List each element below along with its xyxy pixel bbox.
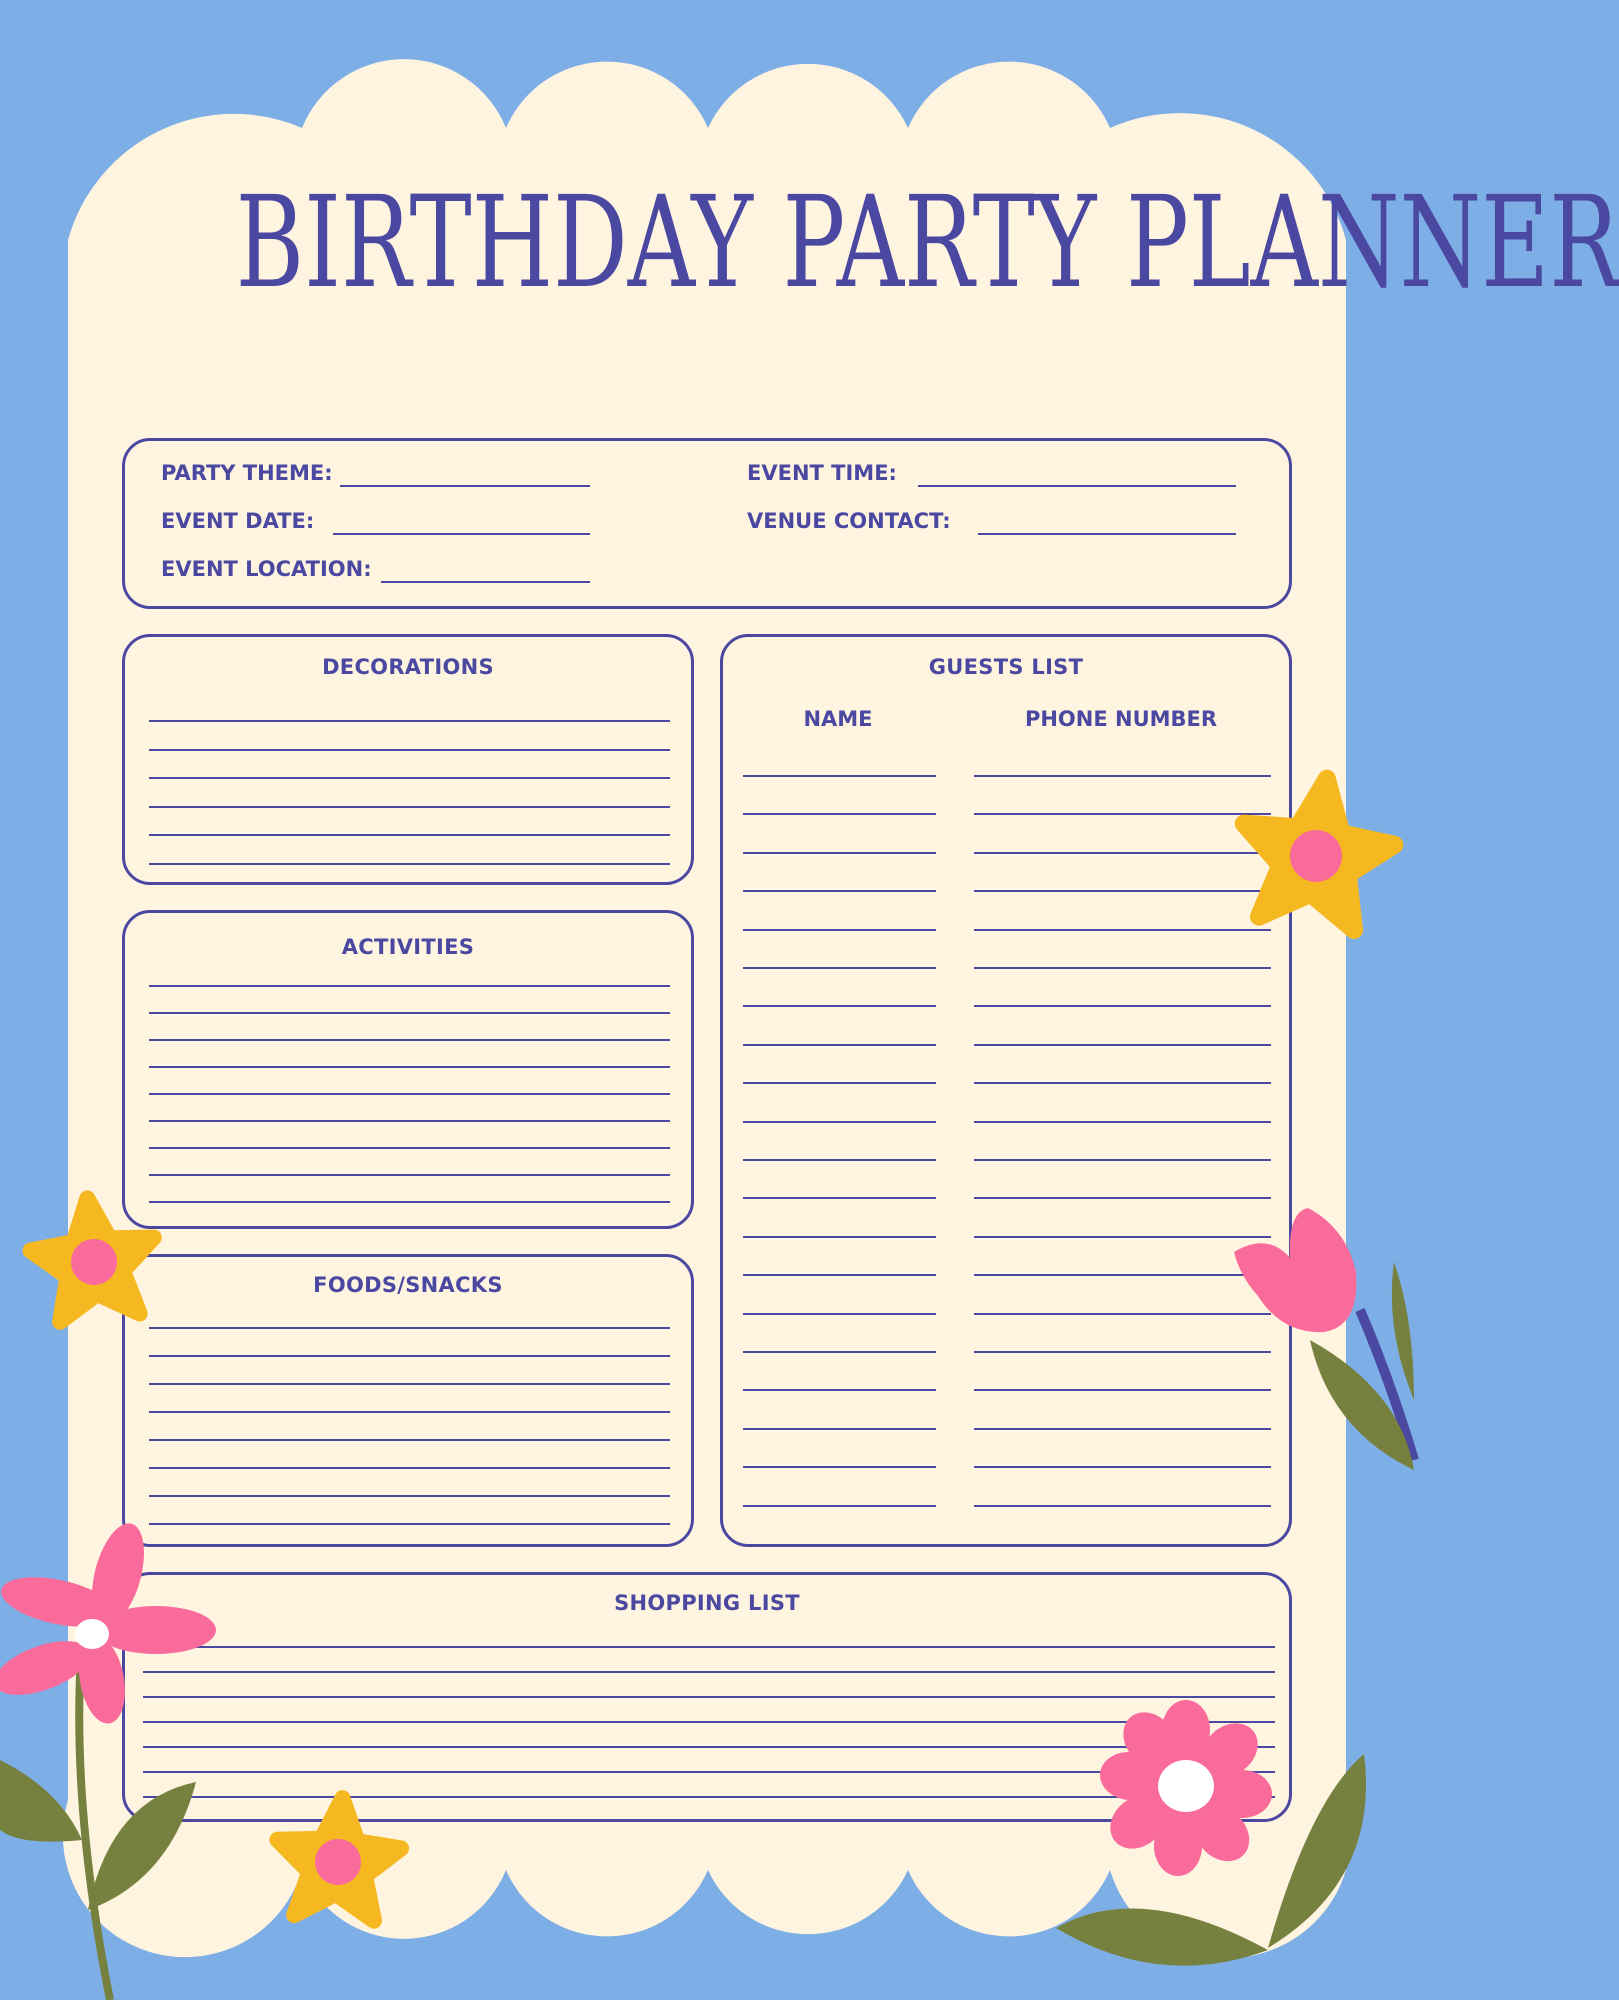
writing-line[interactable]: [743, 1005, 936, 1007]
writing-line[interactable]: [743, 813, 936, 815]
writing-line[interactable]: [149, 1201, 670, 1203]
writing-line[interactable]: [143, 1746, 1275, 1748]
writing-line[interactable]: [143, 1796, 1275, 1798]
writing-line[interactable]: [974, 1082, 1271, 1084]
writing-line[interactable]: [149, 863, 670, 865]
shopping-title: SHOPPING LIST: [614, 1591, 800, 1615]
event-time-label: EVENT TIME:: [747, 461, 897, 485]
writing-line[interactable]: [149, 720, 670, 722]
decorations-title: DECORATIONS: [322, 655, 494, 679]
foods-box: [122, 1254, 694, 1547]
writing-line[interactable]: [743, 1313, 936, 1315]
writing-line[interactable]: [743, 1466, 936, 1468]
writing-line[interactable]: [149, 1383, 670, 1385]
writing-line[interactable]: [974, 1236, 1271, 1238]
writing-line[interactable]: [974, 1428, 1271, 1430]
writing-line[interactable]: [143, 1671, 1275, 1673]
event-location-field[interactable]: [381, 581, 590, 583]
writing-line[interactable]: [974, 890, 1271, 892]
writing-line[interactable]: [974, 1121, 1271, 1123]
event-time-field[interactable]: [918, 485, 1236, 487]
writing-line[interactable]: [149, 1523, 670, 1525]
party-theme-label: PARTY THEME:: [161, 461, 333, 485]
name-column-header: NAME: [803, 707, 873, 731]
writing-line[interactable]: [974, 1159, 1271, 1161]
writing-line[interactable]: [743, 1389, 936, 1391]
writing-line[interactable]: [143, 1721, 1275, 1723]
writing-line[interactable]: [149, 1439, 670, 1441]
venue-contact-label: VENUE CONTACT:: [747, 509, 951, 533]
writing-line[interactable]: [743, 890, 936, 892]
writing-line[interactable]: [974, 929, 1271, 931]
writing-line[interactable]: [149, 985, 670, 987]
writing-line[interactable]: [974, 1466, 1271, 1468]
writing-line[interactable]: [974, 1351, 1271, 1353]
writing-line[interactable]: [743, 1428, 936, 1430]
writing-line[interactable]: [149, 1174, 670, 1176]
writing-line[interactable]: [743, 852, 936, 854]
writing-line[interactable]: [143, 1771, 1275, 1773]
writing-line[interactable]: [974, 1274, 1271, 1276]
writing-line[interactable]: [743, 1082, 936, 1084]
writing-line[interactable]: [974, 1044, 1271, 1046]
writing-line[interactable]: [974, 852, 1271, 854]
writing-line[interactable]: [743, 775, 936, 777]
writing-line[interactable]: [149, 1066, 670, 1068]
activities-title: ACTIVITIES: [341, 935, 475, 959]
page-title: BIRTHDAY PARTY PLANNER: [235, 169, 1619, 316]
writing-line[interactable]: [149, 1495, 670, 1497]
writing-line[interactable]: [743, 1197, 936, 1199]
writing-line[interactable]: [974, 1389, 1271, 1391]
phone-column-header: PHONE NUMBER: [1024, 707, 1218, 731]
writing-line[interactable]: [149, 1147, 670, 1149]
writing-line[interactable]: [743, 1044, 936, 1046]
writing-line[interactable]: [149, 1327, 670, 1329]
event-details-box: [122, 438, 1292, 609]
writing-line[interactable]: [974, 775, 1271, 777]
guests-box: [720, 634, 1292, 1547]
writing-line[interactable]: [149, 1467, 670, 1469]
event-date-label: EVENT DATE:: [161, 509, 315, 533]
decorations-box: [122, 634, 694, 885]
event-date-field[interactable]: [333, 533, 590, 535]
party-theme-field[interactable]: [340, 485, 590, 487]
writing-line[interactable]: [149, 1411, 670, 1413]
event-location-label: EVENT LOCATION:: [161, 557, 372, 581]
writing-line[interactable]: [143, 1696, 1275, 1698]
venue-contact-field[interactable]: [978, 533, 1236, 535]
foods-title: FOODS/SNACKS: [313, 1273, 503, 1297]
writing-line[interactable]: [149, 1355, 670, 1357]
writing-line[interactable]: [974, 1313, 1271, 1315]
writing-line[interactable]: [149, 1039, 670, 1041]
writing-line[interactable]: [743, 1351, 936, 1353]
writing-line[interactable]: [974, 813, 1271, 815]
writing-line[interactable]: [743, 1505, 936, 1507]
writing-line[interactable]: [974, 1505, 1271, 1507]
writing-line[interactable]: [149, 1012, 670, 1014]
guests-title: GUESTS LIST: [928, 655, 1084, 679]
writing-line[interactable]: [743, 1121, 936, 1123]
writing-line[interactable]: [974, 1005, 1271, 1007]
writing-line[interactable]: [149, 749, 670, 751]
writing-line[interactable]: [143, 1646, 1275, 1648]
writing-line[interactable]: [149, 1120, 670, 1122]
writing-line[interactable]: [149, 834, 670, 836]
writing-line[interactable]: [743, 1159, 936, 1161]
writing-line[interactable]: [149, 777, 670, 779]
writing-line[interactable]: [743, 967, 936, 969]
writing-line[interactable]: [149, 806, 670, 808]
writing-line[interactable]: [974, 967, 1271, 969]
writing-line[interactable]: [743, 1274, 936, 1276]
writing-line[interactable]: [743, 929, 936, 931]
writing-line[interactable]: [974, 1197, 1271, 1199]
shopping-box: [122, 1572, 1292, 1822]
writing-line[interactable]: [743, 1236, 936, 1238]
writing-line[interactable]: [149, 1093, 670, 1095]
activities-box: [122, 910, 694, 1229]
